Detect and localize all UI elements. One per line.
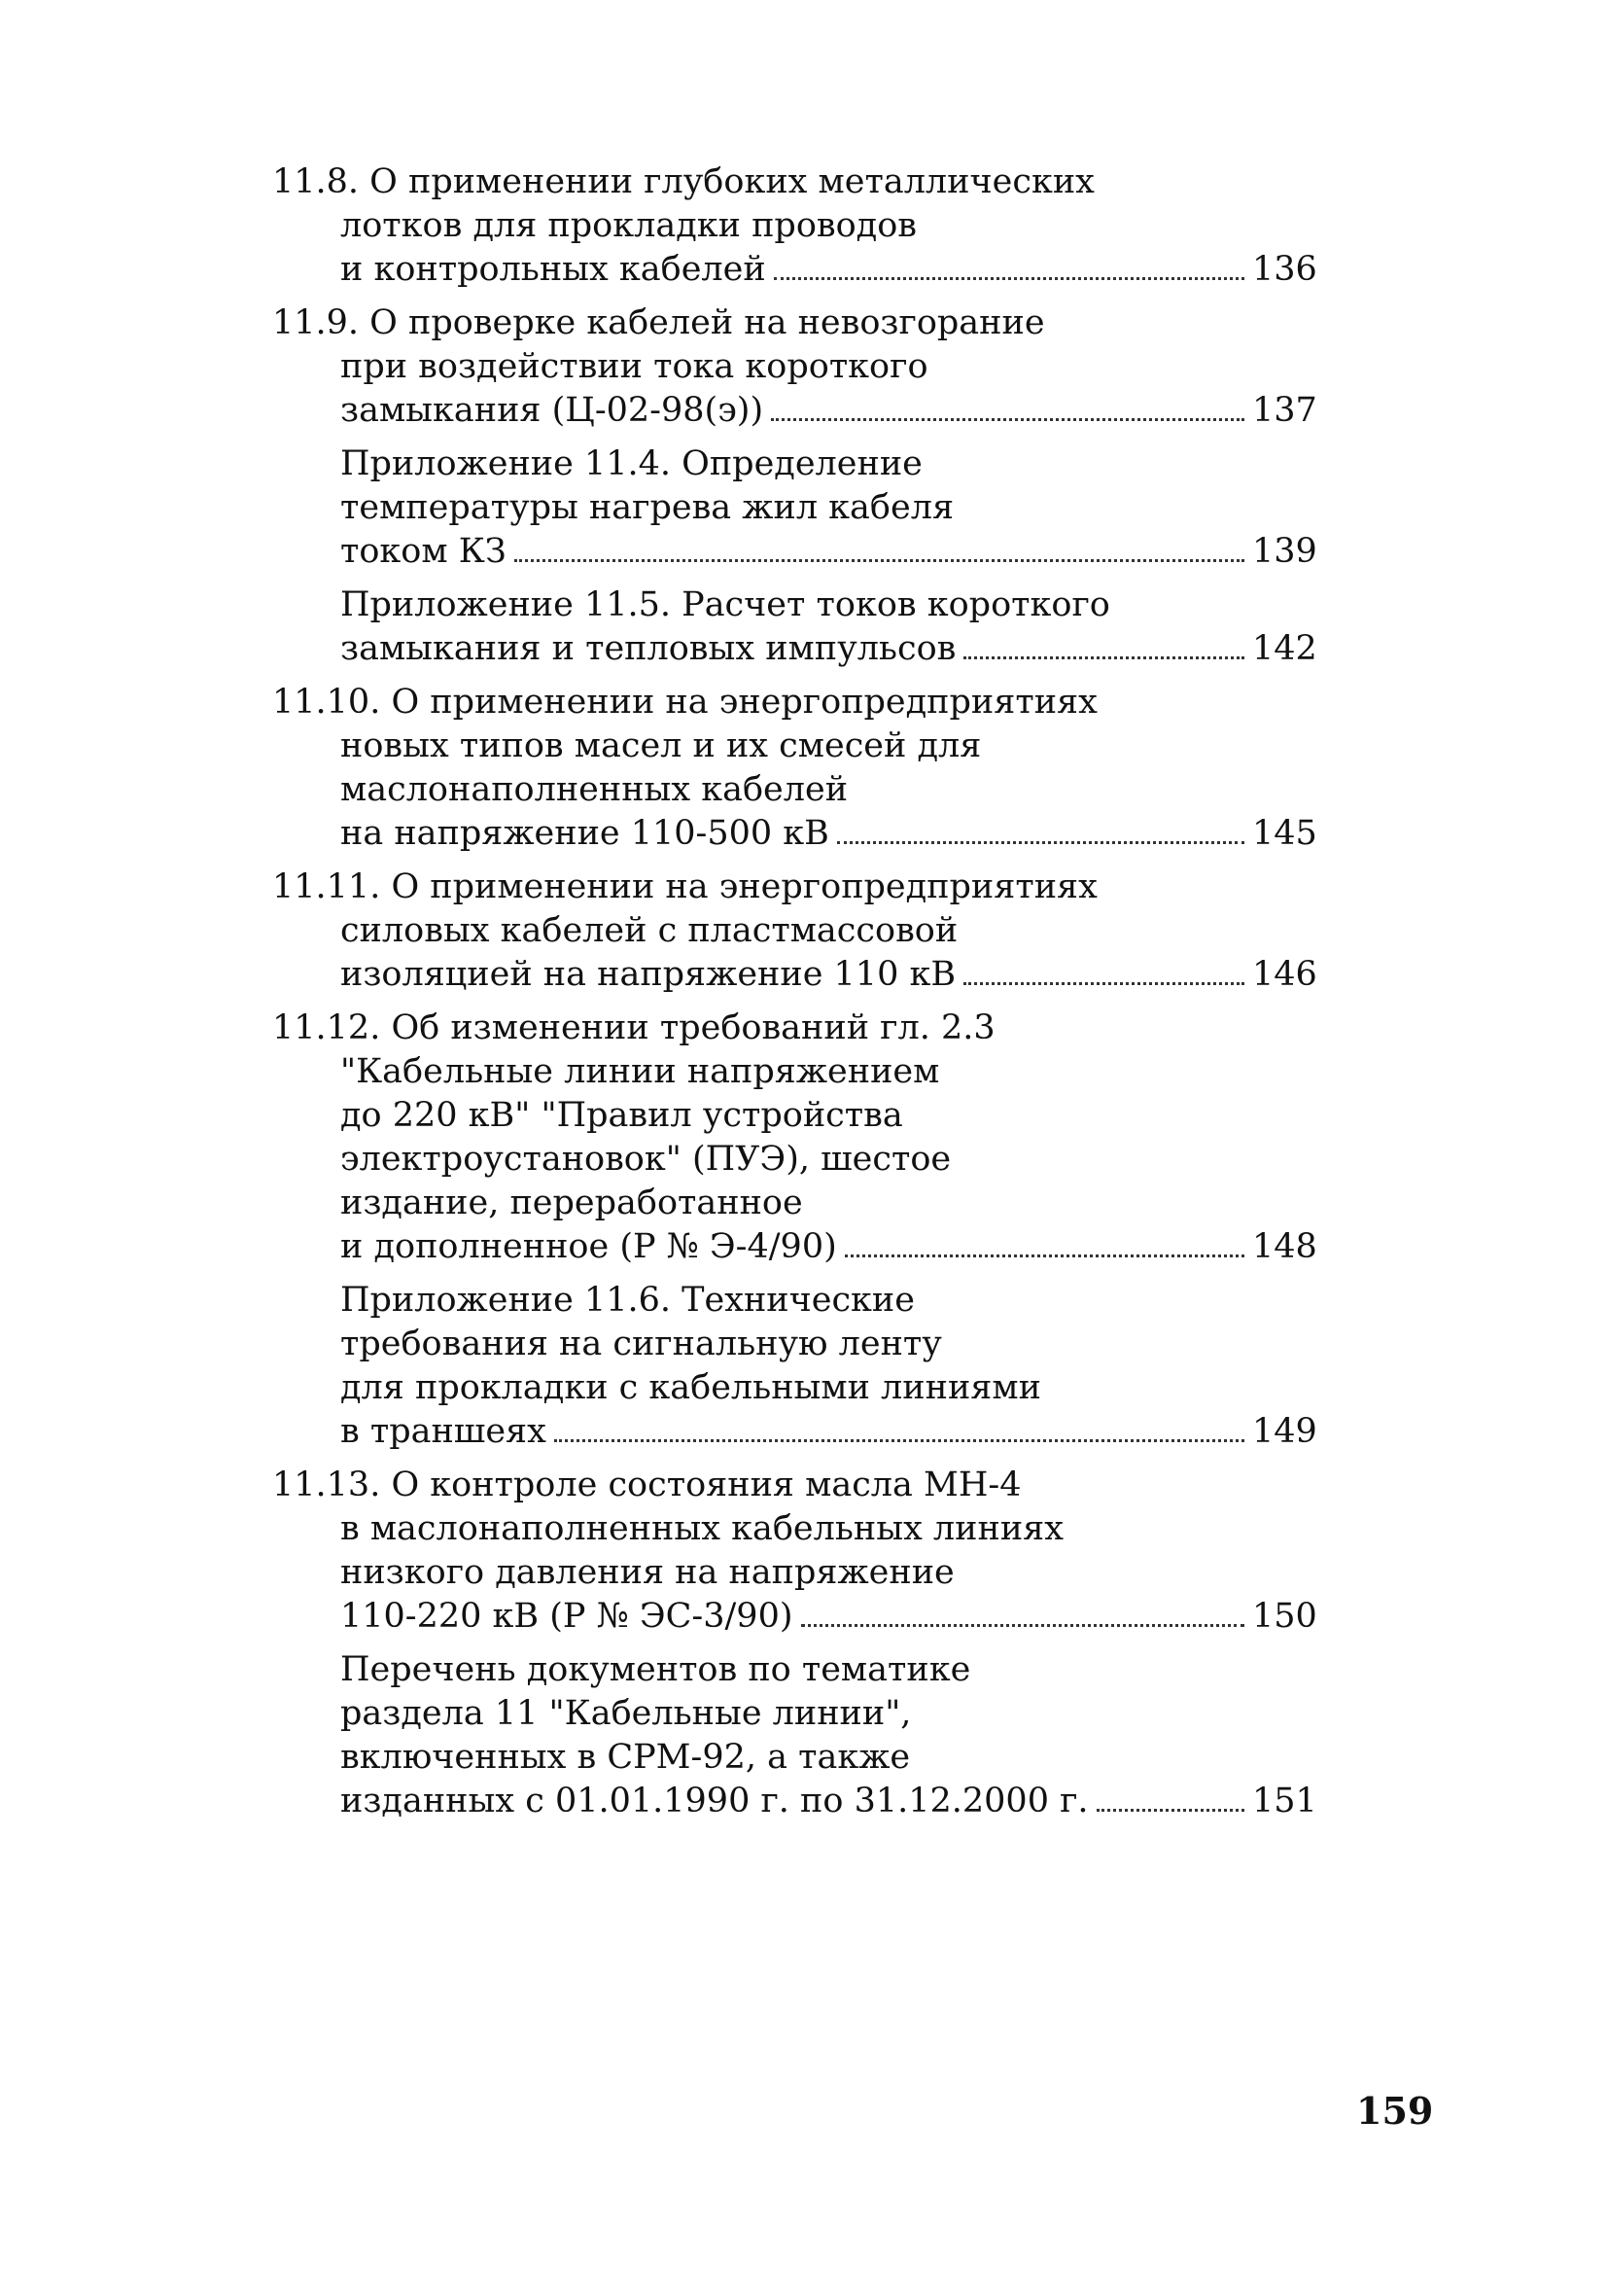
toc-entry-line: и дополненное (Р № Э-4/90) bbox=[340, 1227, 837, 1266]
toc-entry-line: Приложение 11.6. Технические bbox=[340, 1281, 915, 1320]
toc-page-number: 142 bbox=[1252, 629, 1317, 668]
toc-entry-line: 110-220 кВ (Р № ЭС-3/90) bbox=[340, 1597, 793, 1636]
toc-entry-line: для прокладки с кабельными линиями bbox=[340, 1368, 1041, 1407]
toc-entry-last-line bbox=[340, 1780, 1317, 1823]
toc-page-number: 136 bbox=[1252, 250, 1317, 289]
toc-page-number: 151 bbox=[1252, 1782, 1317, 1820]
toc-page-number: 145 bbox=[1252, 814, 1317, 853]
toc-page-number: 146 bbox=[1252, 955, 1317, 994]
toc-entry-line: температуры нагрева жил кабеля bbox=[340, 488, 955, 527]
toc-entry-line: Приложение 11.4. Определение bbox=[340, 444, 923, 483]
toc-page-number: 137 bbox=[1252, 391, 1317, 430]
toc-entry-line: 11.13. О контроле состояния масла МН-4 bbox=[272, 1466, 1022, 1504]
dot-leader bbox=[771, 418, 1244, 421]
toc-entry-line: новых типов масел и их смесей для bbox=[340, 726, 982, 765]
toc-entry-11-10 bbox=[272, 681, 1317, 856]
toc-entry-line: издание, переработанное bbox=[340, 1183, 803, 1222]
toc-entry-line: замыкания (Ц-02-98(э)) bbox=[340, 391, 764, 430]
toc-entry-line: на напряжение 110-500 кВ bbox=[340, 814, 829, 853]
toc-entry-line: раздела 11 "Кабельные линии", bbox=[340, 1694, 912, 1733]
toc-entry-11-8 bbox=[272, 160, 1317, 292]
toc-entry-last-line bbox=[340, 1410, 1317, 1454]
toc-entry-line: замыкания и тепловых импульсов bbox=[340, 629, 957, 668]
page-number: 159 bbox=[1356, 2089, 1434, 2133]
dot-leader bbox=[963, 982, 1244, 985]
toc-entry-line: 11.10. О применении на энергопредприятиях bbox=[272, 683, 1098, 722]
toc-page-number: 148 bbox=[1252, 1227, 1317, 1266]
toc-entry-line: 11.12. Об изменении требований гл. 2.3 bbox=[272, 1008, 996, 1047]
toc-page-number: 149 bbox=[1252, 1412, 1317, 1451]
toc-entry-last-line bbox=[272, 1595, 1317, 1639]
toc-entry-line: требования на сигнальную ленту bbox=[340, 1325, 942, 1363]
toc-entry-line: при воздействии тока короткого bbox=[340, 347, 928, 386]
toc-page-number: 150 bbox=[1252, 1597, 1317, 1636]
toc-entry-line: в траншеях bbox=[340, 1412, 546, 1451]
toc-entry-11-11 bbox=[272, 865, 1317, 997]
toc-entry-last-line bbox=[340, 530, 1317, 574]
toc-entry-line: Приложение 11.5. Расчет токов короткого bbox=[340, 585, 1110, 624]
toc-entry-document-list bbox=[272, 1648, 1317, 1823]
toc-entry-appendix-11-6 bbox=[272, 1279, 1317, 1454]
toc-entry-line: "Кабельные линии напряжением bbox=[340, 1052, 940, 1091]
toc-entry-line: 11.9. О проверке кабелей на невозгорание bbox=[272, 303, 1045, 342]
toc-entry-line: лотков для прокладки проводов bbox=[340, 206, 918, 245]
table-of-contents bbox=[272, 160, 1317, 1833]
toc-entry-line: до 220 кВ" "Правил устройства bbox=[340, 1096, 903, 1135]
dot-leader bbox=[1097, 1809, 1244, 1812]
dot-leader bbox=[963, 656, 1244, 659]
toc-entry-line: и контрольных кабелей bbox=[340, 250, 766, 289]
toc-entry-line: Перечень документов по тематике bbox=[340, 1650, 971, 1689]
dot-leader bbox=[845, 1254, 1244, 1257]
toc-entry-11-13 bbox=[272, 1464, 1317, 1639]
toc-entry-line: током КЗ bbox=[340, 532, 507, 571]
dot-leader bbox=[837, 841, 1244, 844]
dot-leader bbox=[774, 277, 1244, 280]
toc-entry-appendix-11-4 bbox=[272, 442, 1317, 574]
toc-entry-last-line bbox=[340, 627, 1317, 671]
toc-entry-line: включенных в СРМ-92, а также bbox=[340, 1738, 911, 1777]
toc-entry-line: низкого давления на напряжение bbox=[340, 1553, 955, 1592]
toc-page-number: 139 bbox=[1252, 532, 1317, 571]
toc-entry-line: маслонаполненных кабелей bbox=[340, 770, 849, 809]
dot-leader bbox=[801, 1624, 1245, 1627]
toc-entry-line: электроустановок" (ПУЭ), шестое bbox=[340, 1140, 952, 1179]
toc-entry-11-12 bbox=[272, 1007, 1317, 1269]
dot-leader bbox=[554, 1439, 1244, 1442]
toc-entry-last-line bbox=[272, 812, 1317, 856]
toc-entry-last-line bbox=[272, 248, 1317, 292]
toc-entry-line: 11.8. О применении глубоких металлических bbox=[272, 162, 1095, 201]
toc-entry-line: изданных с 01.01.1990 г. по 31.12.2000 г. bbox=[340, 1782, 1089, 1820]
toc-entry-last-line bbox=[272, 1225, 1317, 1269]
toc-entry-11-9 bbox=[272, 301, 1317, 433]
toc-entry-line: в маслонаполненных кабельных линиях bbox=[340, 1509, 1064, 1548]
toc-entry-line: изоляцией на напряжение 110 кВ bbox=[340, 955, 957, 994]
toc-entry-last-line bbox=[272, 953, 1317, 997]
toc-entry-line: 11.11. О применении на энергопредприятиях bbox=[272, 867, 1098, 906]
toc-entry-appendix-11-5 bbox=[272, 583, 1317, 671]
toc-entry-last-line bbox=[272, 389, 1317, 433]
dot-leader bbox=[514, 559, 1244, 562]
toc-entry-line: силовых кабелей с пластмассовой bbox=[340, 911, 959, 950]
